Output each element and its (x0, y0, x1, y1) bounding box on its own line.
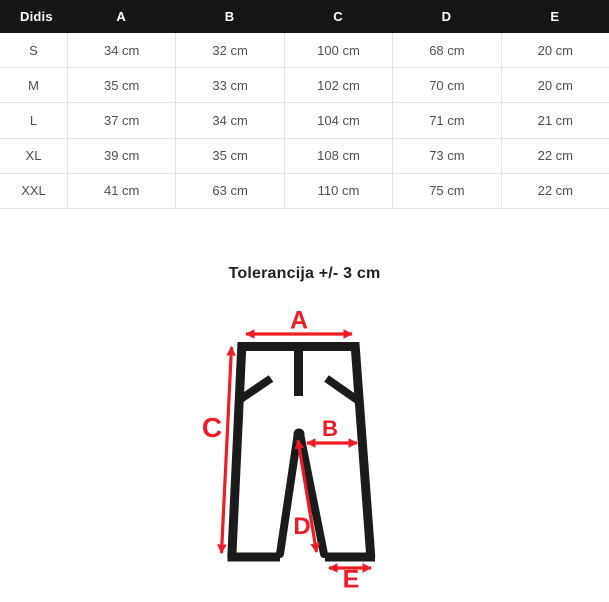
measurement-cell: 71 cm (392, 103, 500, 137)
dim-label-b: B (322, 415, 338, 441)
col-header-a: A (116, 9, 126, 24)
measurement-cell: 22 cm (501, 174, 609, 208)
measurement-cell: 102 cm (284, 68, 392, 102)
measurement-cell: 35 cm (175, 139, 283, 173)
size-table (0, 0, 609, 209)
table-row (0, 139, 609, 174)
size-label: L (29, 112, 38, 128)
measurement-cell: 100 cm (284, 33, 392, 67)
measurement-cell: 63 cm (175, 174, 283, 208)
right-pocket-line (327, 378, 359, 400)
dim-label-e: E (342, 565, 360, 594)
measurement-cell: 35 cm (67, 68, 175, 102)
col-header-e: E (550, 9, 560, 24)
dim-label-a: A (289, 306, 309, 335)
dim-label-c: C (201, 411, 223, 443)
measurement-cell: 32 cm (175, 33, 283, 67)
measurement-cell: 21 cm (501, 103, 609, 137)
measurement-cell: 110 cm (284, 174, 392, 208)
size-label: S (29, 42, 38, 58)
crotch-point (294, 428, 305, 439)
table-row (0, 174, 609, 209)
measurement-cell: 20 cm (501, 33, 609, 67)
measurement-cell: 33 cm (175, 68, 283, 102)
measurement-cell: 22 cm (501, 139, 609, 173)
measurement-cell: 68 cm (392, 33, 500, 67)
size-label: XXL (21, 183, 46, 199)
table-row (0, 103, 609, 138)
pants-diagram-svg (0, 305, 609, 602)
col-header-b: B (224, 9, 235, 24)
table-row (0, 33, 609, 68)
size-label: XL (25, 148, 42, 164)
col-header-size: Didis (20, 9, 53, 24)
size-table-header-row (0, 0, 609, 33)
measurement-cell: 37 cm (67, 103, 175, 137)
tolerance-note: Tolerancija +/- 3 cm (228, 264, 381, 282)
measurement-cell: 104 cm (284, 103, 392, 137)
dim-label-d: D (293, 512, 311, 540)
measurement-cell: 108 cm (284, 139, 392, 173)
col-header-d: D (441, 9, 452, 24)
col-header-c: C (333, 9, 343, 24)
table-row (0, 68, 609, 103)
measurement-cell: 34 cm (67, 33, 175, 67)
measurement-cell: 34 cm (175, 103, 283, 137)
measurement-cell: 20 cm (501, 68, 609, 102)
pants-diagram-section (0, 209, 609, 602)
size-label: M (28, 77, 39, 93)
measurement-cell: 70 cm (392, 68, 500, 102)
measurement-cell: 41 cm (67, 174, 175, 208)
measurement-cell: 73 cm (392, 139, 500, 173)
measurement-cell: 39 cm (67, 139, 175, 173)
measurement-cell: 75 cm (392, 174, 500, 208)
